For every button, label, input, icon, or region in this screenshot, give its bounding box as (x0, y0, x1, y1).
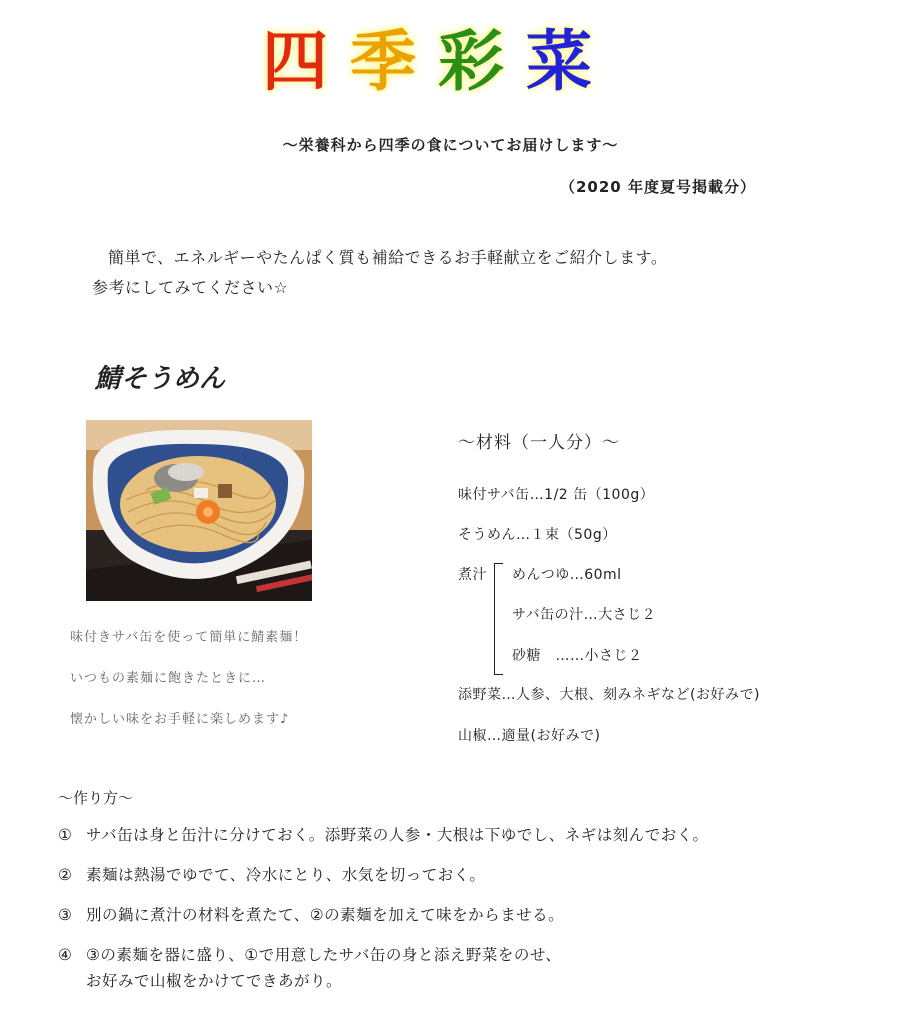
broth-item: 砂糖 ……小さじ２ (512, 648, 643, 664)
broth-item: サバ缶の汁…大さじ２ (512, 607, 657, 623)
step-text-continued: お好みで山椒をかけてできあがり。 (86, 972, 343, 990)
method-step-2 (58, 862, 485, 888)
ingredient-item: 味付サバ缶…1/2 缶（100g） (458, 487, 655, 503)
title-char-1: 四 (262, 23, 328, 100)
ingredient-item: そうめん…１束（50g） (458, 527, 617, 543)
step-text: ③の素麺を器に盛り、①で用意したサバ缶の身と添え野菜をのせ、 (86, 946, 562, 964)
intro-line-1: 簡単で、エネルギーやたんぱく質も補給できるお手軽献立をご紹介します。 (108, 248, 668, 267)
dish-name: 鯖そうめん (95, 364, 226, 394)
title-char-4: 菜 (526, 23, 592, 100)
step-number: ② (58, 866, 73, 884)
method-heading: ～作り方～ (58, 789, 134, 807)
method-step-3 (58, 902, 564, 928)
ingredient-extra: 添野菜…人参、大根、刻みネギなど(お好みで) (458, 687, 760, 703)
noodle-bowl-image (86, 420, 312, 601)
newsletter-title (262, 22, 592, 102)
broth-bracket (494, 563, 503, 675)
title-char-2: 季 (350, 23, 416, 100)
intro-line-2: 参考にしてみてください☆ (92, 278, 289, 297)
intro-text (92, 243, 667, 303)
step-number: ① (58, 826, 73, 844)
caption-line-1: 味付きサバ缶を使って簡単に鯖素麺！ (70, 630, 308, 645)
step-text: サバ缶は身と缶汁に分けておく。添野菜の人参・大根は下ゆでし、ネギは刻んでおく。 (86, 826, 709, 844)
ingredients-heading: ～材料（一人分）～ (458, 433, 620, 453)
ingredient-extra: 山椒…適量(お好みで) (458, 728, 601, 744)
broth-item: めんつゆ…60ml (512, 567, 622, 583)
broth-label: 煮汁 (458, 567, 487, 583)
step-number: ④ (58, 946, 73, 964)
step-number: ③ (58, 906, 73, 924)
issue-label: （2020 年度夏号掲載分） (560, 178, 756, 196)
caption-line-2: いつもの素麺に飽きたときに… (70, 671, 267, 686)
step-text: 素麺は熱湯でゆでて、冷水にとり、水気を切っておく。 (86, 866, 486, 884)
method-step-1 (58, 822, 708, 848)
subtitle: ～栄養科から四季の食についてお届けします～ (282, 136, 619, 154)
step-text: 別の鍋に煮汁の材料を煮たて、②の素麺を加えて味をからませる。 (86, 906, 565, 924)
title-char-3: 彩 (438, 23, 504, 100)
caption-line-3: 懐かしい味をお手軽に楽しめます♪ (70, 712, 290, 727)
method-step-4 (58, 942, 561, 994)
dish-photo (86, 420, 312, 601)
